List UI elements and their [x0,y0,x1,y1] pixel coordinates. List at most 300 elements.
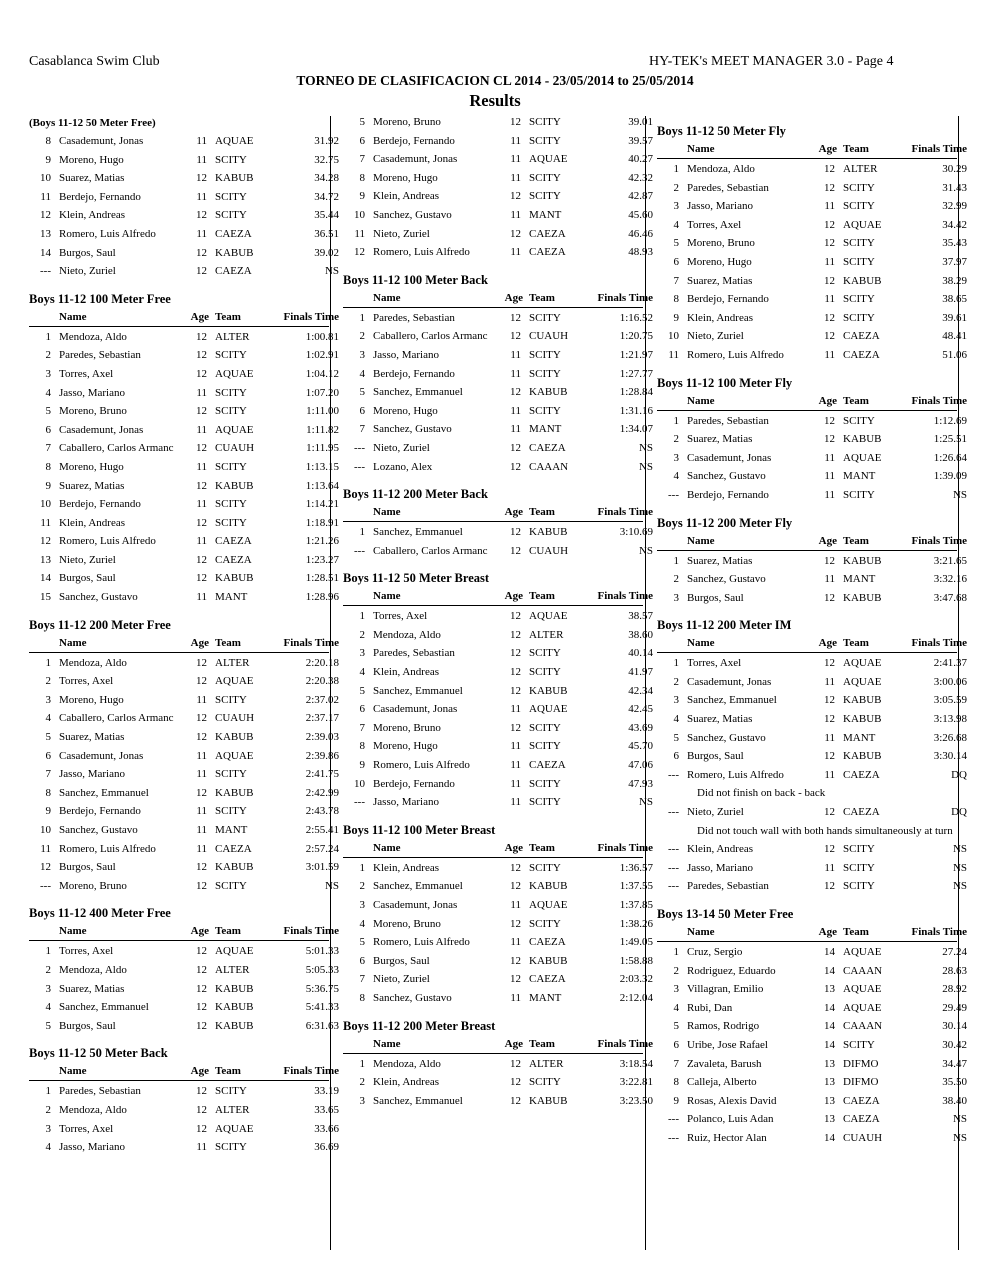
place: 6 [359,134,365,147]
result-row [343,206,653,225]
age: 11 [196,842,207,855]
event-title: Boys 11-12 200 Meter Free [29,617,171,632]
place: 7 [45,442,51,455]
age: 11 [196,135,207,147]
results-title: Results [469,91,521,110]
team: SCITY [529,134,561,147]
age: 12 [510,1057,521,1070]
swimmer-name: Ramos, Rodrigo [687,1020,760,1033]
age: 11 [824,255,835,268]
finals-time: 2:03.32 [619,973,653,986]
swimmer-name: Nieto, Zuriel [373,441,430,454]
team: KABUB [843,274,882,287]
header-finals-time: Finals Time [911,143,967,155]
age: 11 [510,246,521,259]
result-row [657,999,967,1018]
place: --- [354,796,365,809]
swimmer-name: Paredes, Sebastian [687,181,769,194]
swimmer-name: Torres, Axel [59,945,114,958]
team: SCITY [215,405,247,418]
header-age: Age [190,1065,209,1078]
result-row [29,1082,339,1101]
table-header [657,533,967,551]
swimmer-name: Sanchez, Gustavo [59,591,138,604]
age: 11 [196,693,207,706]
age: 12 [510,973,521,986]
team: SCITY [843,293,875,306]
finals-time: 1:37.85 [619,899,653,911]
swimmer-name: Casademunt, Jonas [59,749,144,762]
result-row [343,150,653,169]
team: SCITY [529,171,561,184]
swimmer-name: Moreno, Hugo [373,740,438,753]
age: 12 [196,1103,207,1116]
finals-time: 1:14.21 [305,498,339,511]
age: 12 [196,1122,207,1135]
age: 11 [196,460,207,473]
result-row [657,179,967,198]
age: 11 [196,768,207,781]
age: 13 [824,1113,835,1126]
team: KABUB [215,572,254,585]
swimmer-name: Klein, Andreas [687,311,753,324]
age: 12 [510,460,521,473]
team: MANT [843,470,876,483]
team: MANT [215,824,248,836]
place: 11 [668,348,679,361]
place: 2 [359,880,365,893]
result-row [657,290,967,309]
result-row [29,514,339,533]
result-row [343,626,653,645]
age: 12 [196,879,207,892]
finals-time: NS [952,861,967,874]
result-row [343,365,653,384]
team: AQUAE [529,899,568,911]
finals-time: 40.27 [628,153,653,166]
age: 12 [510,116,521,128]
result-row [343,523,653,542]
event-title: Boys 11-12 200 Meter Back [343,487,488,502]
table-header [343,504,653,522]
age: 12 [824,806,835,819]
table-header [343,588,653,606]
result-row [29,877,339,896]
result-row [657,272,967,291]
header-name: Name [373,841,401,854]
header-age: Age [504,291,523,304]
result-row [29,980,339,999]
swimmer-name: Paredes, Sebastian [687,414,769,427]
result-row [343,933,653,952]
result-row [343,346,653,365]
age: 12 [510,721,521,734]
team: SCITY [529,348,561,361]
finals-time: 45.60 [628,208,653,221]
finals-time: 3:23.50 [619,1094,653,1107]
place: 9 [359,190,365,203]
result-row [657,552,967,571]
place: 4 [45,386,51,399]
header-place [29,309,59,326]
result-row [29,765,339,784]
result-row [29,802,339,821]
result-row [29,672,339,691]
result-row [29,858,339,877]
result-row [343,327,653,346]
finals-time: 6:31.63 [305,1019,339,1032]
event-block [657,513,967,608]
header-age: Age [504,1037,523,1050]
age: 11 [510,171,521,184]
place: 5 [45,1019,51,1032]
team: CAEZA [529,936,566,949]
swimmer-name: Sanchez, Gustavo [373,423,452,436]
result-row [29,169,339,188]
swimmer-name: Sanchez, Emmanuel [373,880,463,893]
swimmer-name: Moreno, Hugo [687,255,752,268]
finals-time: 5:01.33 [305,945,339,958]
swimmer-name: Moreno, Hugo [59,460,124,473]
team: AQUAE [215,749,254,762]
swimmer-name: Lozano, Alex [373,460,433,473]
age: 11 [196,535,207,548]
team: AQUAE [529,610,568,623]
header-finals-time: Finals Time [597,1037,653,1050]
swimmer-name: Torres, Axel [59,1122,114,1135]
age: 12 [196,405,207,418]
team: SCITY [529,666,561,679]
team: AQUAE [529,153,568,166]
result-row [657,980,967,999]
finals-time: 1:39.09 [933,470,967,483]
place: 6 [359,404,365,417]
swimmer-name: Rodriguez, Eduardo [687,964,776,977]
table-header [29,923,339,941]
age: 11 [510,899,521,911]
swimmer-name: Torres, Axel [59,675,114,688]
result-row [657,1036,967,1055]
swimmer-name: Caballero, Carlos Armanc [373,544,488,557]
team: SCITY [215,498,247,511]
event-block [657,373,967,505]
place: --- [668,1131,679,1144]
result-row [343,132,653,151]
finals-time: NS [638,544,653,557]
age: 12 [196,479,207,492]
team: CAEZA [215,227,252,240]
age: 13 [824,983,835,996]
team: KABUB [843,694,882,707]
finals-time: 3:05.59 [933,694,967,707]
place: 5 [359,936,365,949]
finals-time: 2:57.24 [305,842,339,855]
place: --- [668,488,679,501]
finals-time: 1:11.95 [306,442,339,455]
finals-time: 30.29 [942,163,967,175]
finals-time: 42.34 [628,684,653,697]
swimmer-name: Berdejo, Fernando [373,134,455,147]
swimmer-name: Nieto, Zuriel [373,973,430,986]
age: 12 [196,1085,207,1098]
table-header [657,924,967,942]
finals-time: 38.60 [628,628,653,641]
result-row [657,160,967,179]
header-age: Age [504,590,523,603]
swimmer-name: Casademunt, Jonas [373,703,458,716]
swimmer-name: Romero, Luis Alfredo [373,759,470,772]
finals-time: NS [324,265,339,278]
header-age: Age [504,506,523,519]
age: 12 [824,750,835,763]
finals-time: 1:28.84 [619,386,653,399]
finals-time: 3:47.68 [933,591,967,604]
place: 13 [40,553,51,566]
age: 12 [196,367,207,380]
finals-time: 1:27.77 [619,367,653,380]
team: CAEZA [843,1094,880,1107]
header-team: Team [529,1037,555,1050]
finals-time: 39.61 [942,311,967,324]
finals-time: 43.69 [628,721,653,734]
team: MANT [529,423,562,436]
age: 11 [824,488,835,501]
age: 11 [824,675,835,688]
swimmer-name: Burgos, Saul [59,1019,116,1032]
team: SCITY [215,879,247,892]
finals-time: 42.87 [628,190,653,203]
team: SCITY [215,209,247,222]
result-row [29,747,339,766]
swimmer-name: Klein, Andreas [687,843,753,856]
result-row [343,719,653,738]
place: 15 [40,591,51,604]
event-title: Boys 11-12 50 Meter Fly [657,124,786,138]
header-age: Age [504,841,523,854]
finals-time: 36.69 [314,1141,339,1154]
finals-time: 3:18.54 [619,1057,653,1070]
result-row [29,1138,339,1157]
age: 11 [196,386,207,399]
team: SCITY [529,917,561,930]
event-block [343,270,653,476]
team: SCITY [529,367,561,380]
event-block [29,289,339,607]
place: 1 [45,656,51,669]
result-row [343,420,653,439]
swimmer-name: Berdejo, Fernando [59,498,141,511]
place: 6 [45,749,51,762]
place: 1 [673,163,679,175]
place: 6 [359,954,365,967]
result-row [29,346,339,365]
place: 4 [359,917,365,930]
team: SCITY [529,311,561,324]
table-header [343,840,653,858]
finals-time: 1:21.26 [305,535,339,548]
finals-time: 47.06 [628,759,653,772]
finals-time: 34.42 [942,218,967,231]
team: SCITY [529,796,561,809]
age: 12 [510,227,521,240]
finals-time: 2:41.75 [305,768,339,781]
result-row [657,729,967,748]
team: ALTER [215,330,250,343]
finals-time: 5:41.33 [305,1001,339,1014]
swimmer-name: Mendoza, Aldo [59,330,127,343]
result-row [657,877,967,896]
age: 12 [196,786,207,799]
age: 12 [510,647,521,660]
team: KABUB [215,246,254,259]
team: CUAUH [215,442,255,455]
place: 1 [359,861,365,874]
age: 12 [510,311,521,324]
place: 3 [673,983,679,996]
place: 2 [673,964,679,977]
event-block [29,1043,339,1156]
swimmer-name: Casademunt, Jonas [59,135,144,147]
team: SCITY [529,404,561,417]
header-place [657,635,687,652]
place: 1 [45,1085,51,1098]
header-team: Team [529,506,555,519]
team: AQUAE [215,367,254,380]
age: 12 [510,1076,521,1089]
header-team: Team [843,926,869,938]
age: 12 [196,963,207,976]
age: 12 [196,675,207,688]
swimmer-name: Burgos, Saul [59,246,116,259]
place: 5 [673,237,679,250]
finals-time: 1:34.07 [619,423,653,436]
finals-time: 39.02 [314,246,339,259]
swimmer-name: Sanchez, Emmanuel [373,1094,463,1107]
result-row [29,262,339,281]
finals-time: 1:38.26 [619,917,653,930]
results-column-3 [657,121,967,1156]
finals-time: 2:12.04 [619,991,653,1004]
place: --- [40,879,51,892]
finals-time: 1:23.27 [305,553,339,566]
result-row [657,840,967,859]
team: CAEZA [529,227,566,240]
finals-time: 1:07.20 [305,386,339,399]
team: MANT [843,731,876,744]
finals-time: 1:25.51 [933,433,967,446]
table-header [657,393,967,411]
place: 5 [673,731,679,744]
result-row [657,962,967,981]
place: 8 [673,293,679,306]
place: 10 [354,777,365,790]
place: 2 [45,1103,51,1116]
finals-time: 1:18.91 [305,516,339,529]
team: CUAUH [843,1131,883,1144]
team: AQUAE [843,218,882,231]
swimmer-name: Suarez, Matias [59,731,125,744]
age: 14 [824,1001,835,1014]
swimmer-name: Jasso, Mariano [687,200,753,213]
age: 11 [824,451,835,464]
swimmer-name: Berdejo, Fernando [59,805,141,818]
team: SCITY [529,740,561,753]
finals-time: 1:12.69 [933,414,967,427]
result-row [29,569,339,588]
result-row [657,766,967,785]
place: 11 [354,227,365,240]
team: CAEZA [843,1113,880,1126]
place: 9 [45,153,51,166]
swimmer-name: Casademunt, Jonas [373,153,458,166]
place: 8 [45,786,51,799]
header-place [657,533,687,550]
swimmer-name: Sanchez, Gustavo [687,573,766,586]
result-row [29,942,339,961]
header-name: Name [373,291,401,304]
result-row [29,421,339,440]
header-finals-time: Finals Time [283,636,339,649]
team: KABUB [215,479,254,492]
swimmer-name: Berdejo, Fernando [687,488,769,501]
finals-time: 2:20.18 [305,656,339,669]
swimmer-name: Suarez, Matias [687,713,753,726]
swimmer-name: Paredes, Sebastian [59,1085,141,1098]
header-age: Age [818,534,837,547]
place: 1 [359,610,365,623]
age: 12 [510,880,521,893]
place: 9 [673,1094,679,1107]
result-row [343,756,653,775]
place: 14 [40,572,51,585]
place: 1 [673,946,679,958]
age: 11 [510,991,521,1004]
swimmer-name: Romero, Luis Alfredo [59,842,156,855]
finals-time: 1:28.51 [305,572,339,585]
team: KABUB [215,731,254,744]
place: 5 [359,116,365,128]
event-title: Boys 11-12 200 Meter Fly [657,515,793,530]
place: 1 [673,554,679,567]
team: KABUB [529,526,568,539]
age: 12 [196,442,207,455]
age: 11 [824,861,835,874]
swimmer-name: Torres, Axel [59,367,114,380]
team: ALTER [215,656,250,669]
place: 11 [40,190,51,203]
age: 11 [824,293,835,306]
place: --- [354,460,365,473]
result-row [657,197,967,216]
finals-time: 34.47 [942,1057,967,1070]
finals-time: 30.14 [942,1020,967,1033]
result-row [343,169,653,188]
swimmer-name: Sanchez, Emmanuel [59,1001,149,1014]
result-row [657,1110,967,1129]
team: KABUB [529,954,568,967]
result-row [657,216,967,235]
swimmer-name: Torres, Axel [687,218,742,231]
place: --- [668,861,679,874]
place: 3 [673,200,679,213]
age: 12 [196,265,207,278]
team: KABUB [215,172,254,185]
team: AQUAE [215,423,254,436]
table-header [657,141,967,159]
place: --- [354,441,365,454]
header-name: Name [687,637,715,650]
finals-time: NS [638,460,653,473]
